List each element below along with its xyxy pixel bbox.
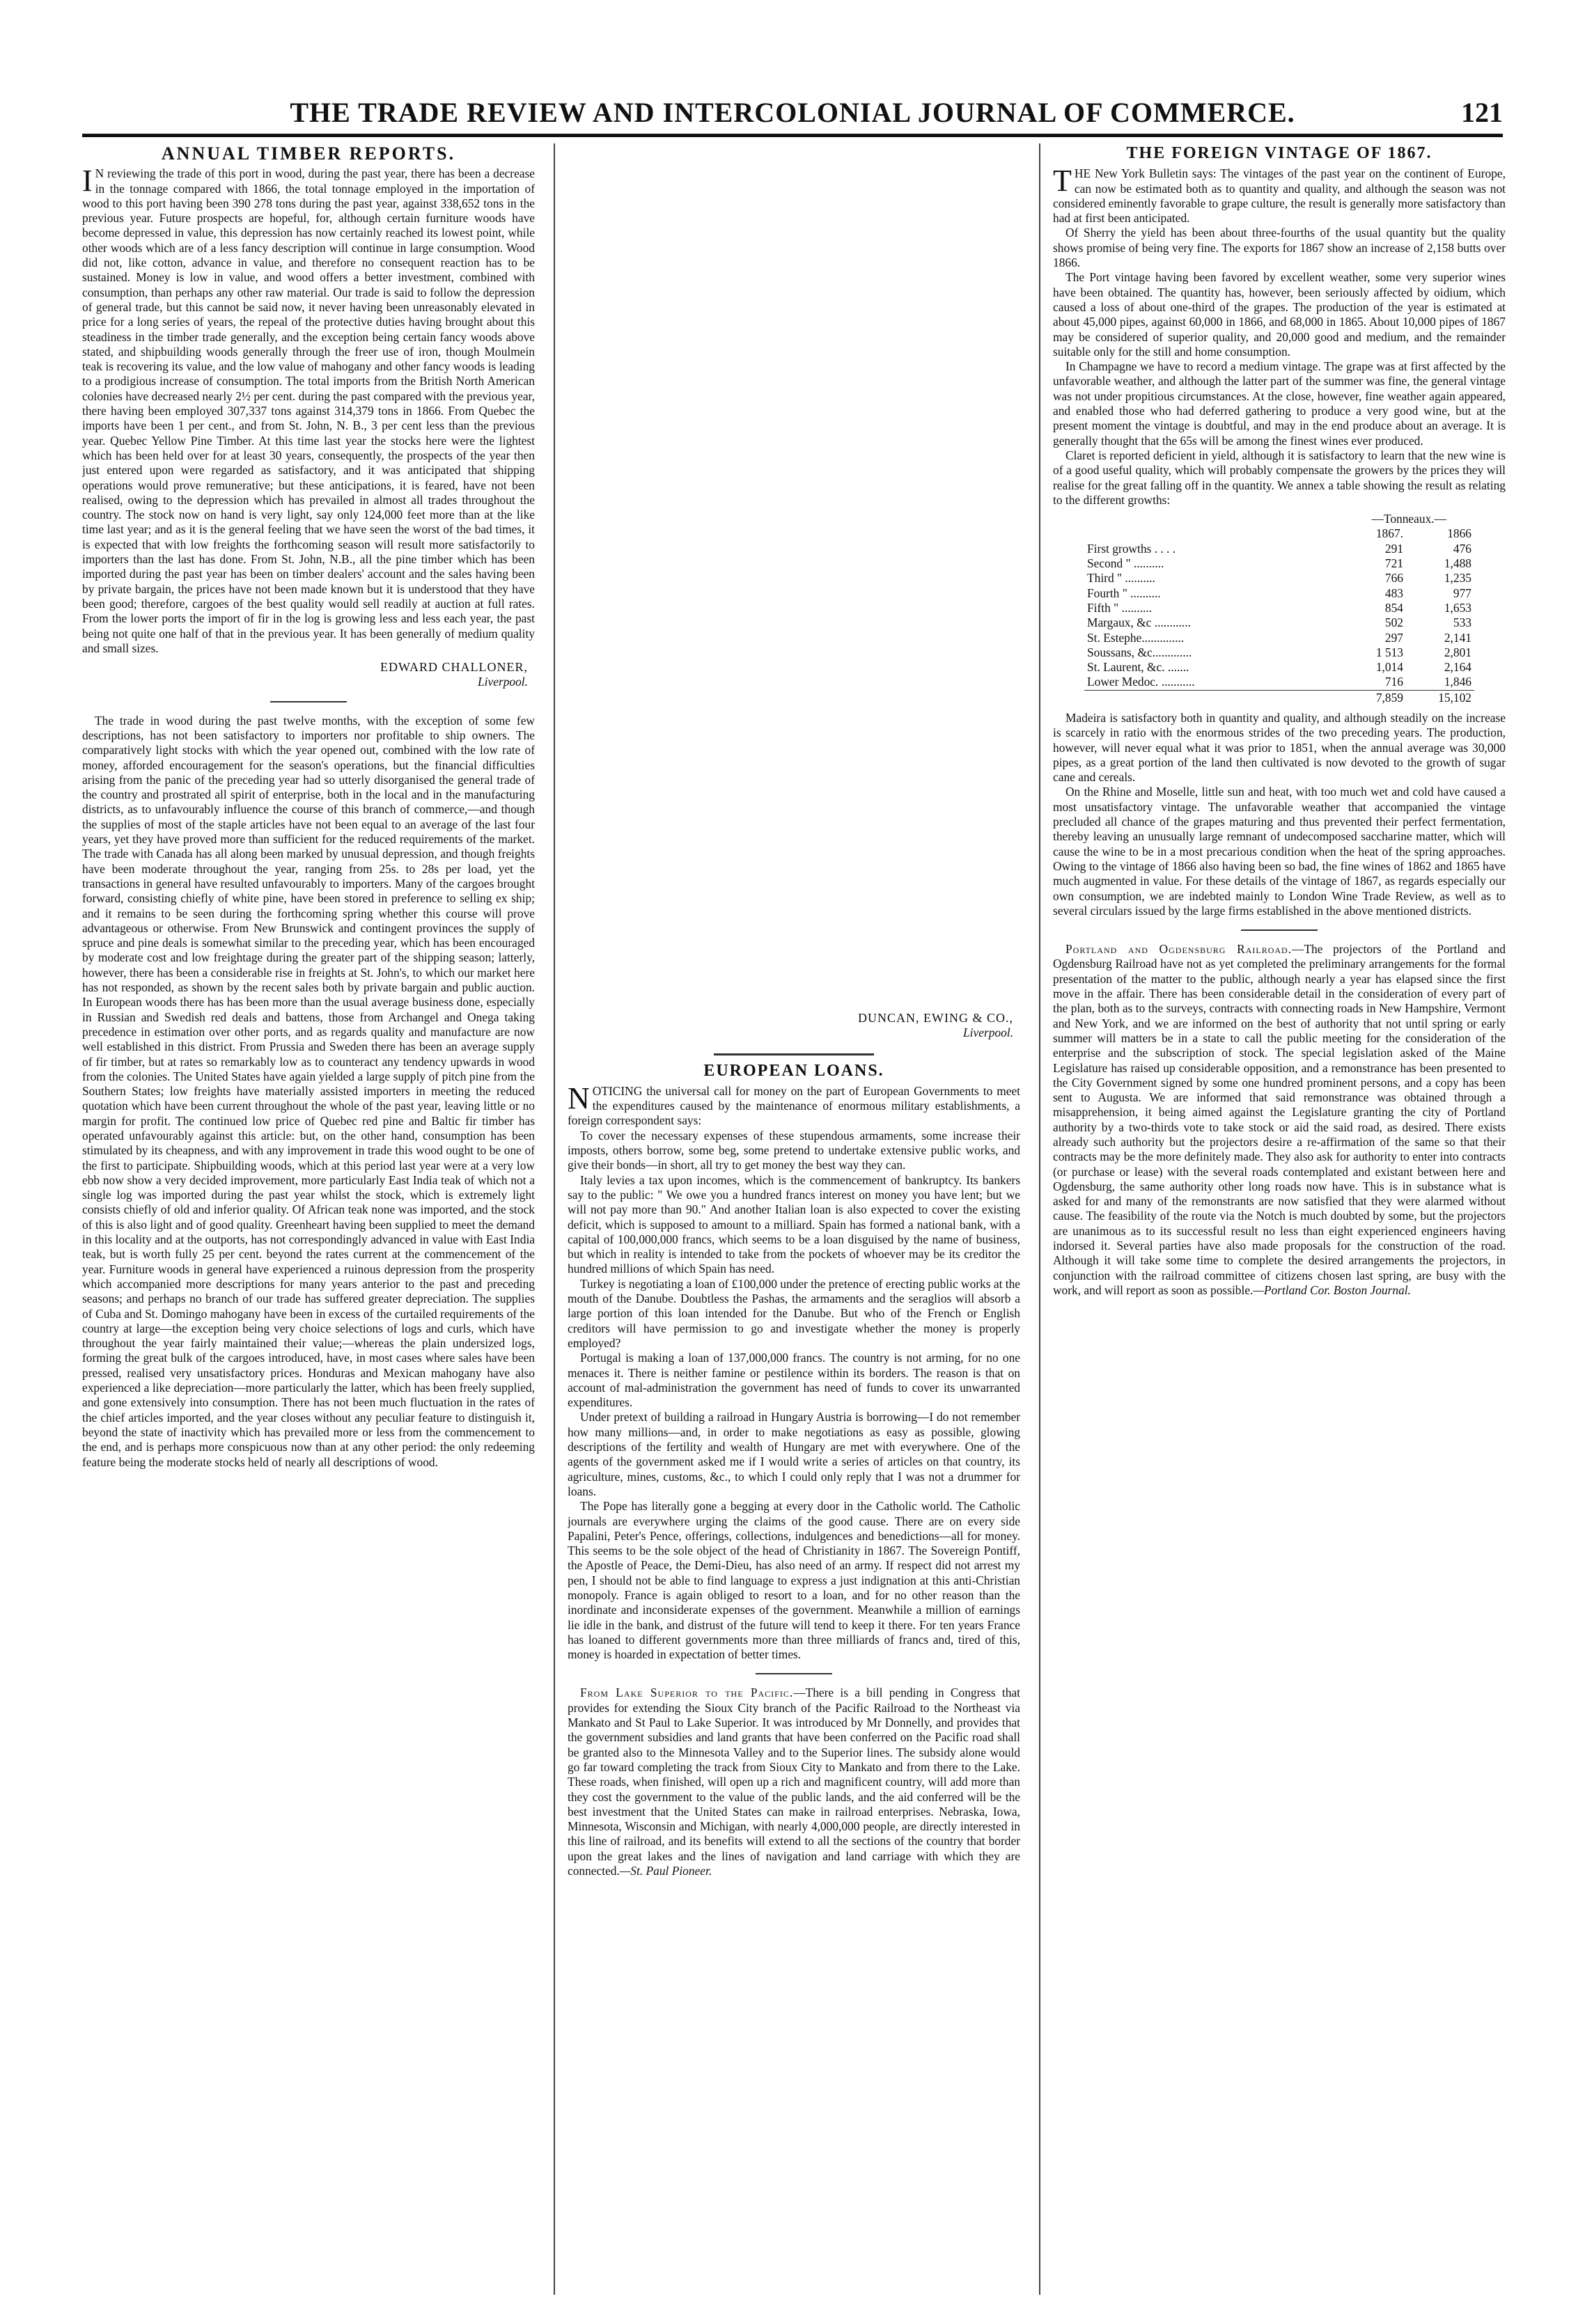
table-row-1866: 2,164 xyxy=(1444,660,1471,675)
table-unit-header: —Tonneaux.— xyxy=(1371,512,1446,526)
vintage-intro: THE New York Bulletin says: The vintages of the past year on the continent of Europe, can now be estimated both as to quantity and quality, and although the season was not considered eminently favorable to grape culture, the result is generally more satisfactory than had at first been anticipated. xyxy=(1053,164,1506,226)
portland-railroad-lead: Portland and Ogdensburg Railroad. xyxy=(1065,942,1293,957)
vintage-madeira: Madeira is satisfactory both in quantity and quality, and although steadily on the increase is scarcely in ratio with the enormous strides of the two preceding years. The production, however, will never equal what it was prior to 1851, when the annual average was 30,000 pipes, as a great portion of the land then cultivated is now devoted to the growth of sugar cane and cereals. xyxy=(1053,710,1506,785)
table-row xyxy=(1084,615,1474,630)
loans-austria: Under pretext of building a railroad in Hungary Austria is borrowing—I do not remember how many millions—and, in order to make negotiations as easy as possible, glowing descriptions of the fertility and wealth of Hungary are met with everywhere. One of the agents of the government asked me if I would write a series of articles on that country, its agriculture, mines, customs, &c., to which I could only reply that I was not a drummer for loans. xyxy=(568,1410,1020,1498)
loans-intro: NOTICING the universal call for money on the part of European Governments to meet the expenditures caused by the maintenance of enormous military establishments, a foreign correspondent says: xyxy=(568,1081,1020,1128)
vintage-sherry: Of Sherry the yield has been about three-fourths of the usual quantity but the quality shows promise of being very fine. The exports for 1867 show an increase of 2,158 butts over 1866. xyxy=(1053,226,1506,270)
table-row-1866: 1,235 xyxy=(1444,571,1471,586)
table-col-1866: 1866 xyxy=(1447,526,1471,541)
lake-superior-item xyxy=(568,1686,1020,1878)
table-row-label: Third " .......... xyxy=(1087,571,1155,586)
table-row-1867: 854 xyxy=(1384,600,1403,615)
signature-duncan-ewing-place: Liverpool. xyxy=(963,1026,1013,1040)
table-row-label: Fourth " .......... xyxy=(1087,586,1161,600)
table-row-1866: 2,141 xyxy=(1444,630,1471,645)
column-1 xyxy=(82,143,535,2295)
signature-duncan-ewing: DUNCAN, EWING & CO., xyxy=(858,1011,1013,1025)
european-loans-heading: EUROPEAN LOANS. xyxy=(703,1061,884,1080)
signature-challoner-place: Liverpool. xyxy=(478,675,528,689)
section-divider xyxy=(756,1673,832,1674)
table-row-label: Lower Medoc. ........... xyxy=(1087,675,1195,689)
column-rule-right xyxy=(1039,143,1040,2295)
table-row-label: Second " .......... xyxy=(1087,556,1164,571)
vintage-rhine-moselle: On the Rhine and Moselle, little sun and heat, with too much wet and cold have caused a most unsatisfactory vintage. The unfavorable weather that accompanied the vintage precluded all chance of the grapes maturing and thus prevented their perfect fermentation, thereby leaving an unusually large remnant of undecomposed saccharine matter, which will cause the wine to be in a most precarious condition when the heat of the spring approaches. Owing to the vintage of 1866 also having been so bad, the fine wines of 1862 and 1865 have much augmented in value. For these details of the vintage of 1867, as regards especially our own consumption, we are indebted mainly to London Wine Trade Review, as well as to several circulars issued by the large firms established in the above mentioned districts. xyxy=(1053,785,1506,918)
table-row-1867: 721 xyxy=(1384,556,1403,571)
lake-superior-lead: From Lake Superior to the Pacific. xyxy=(580,1686,794,1700)
table-row-1866: 2,801 xyxy=(1444,645,1471,659)
table-total-row xyxy=(1084,690,1474,705)
table-row-1866: 1,846 xyxy=(1444,675,1471,689)
table-row-1867: 291 xyxy=(1384,541,1403,556)
table-total-1867: 7,859 xyxy=(1338,690,1406,705)
lake-superior-text: —There is a bill pending in Congress that provides for extending the Sioux City branch of the Pacific Railroad to the Northeast via Mankato and St Paul to Lake Superior. It was introduced by Mr Donnelly, and provides that the government subsidies and land grants that have been conferred on the Pacific road shall be granted also to the Minnesota Valley and to the Superior lines. The subsidy alone would go far toward completing the track from Sioux City to Mankato and from there to the Lake. These roads, when finished, will open up a rich and magnificent country, will add more than they cost the government to the value of the public lands, and the aid conferred will be the best investment that the United States can make in railroad enterprises. Nebraska, Iowa, Minnesota, Wisconsin and Michigan, with nearly 4,000,000 people, are directly interested in this line of railroad, and its benefits will extend to all the sections of the country that border upon the great lakes and the lines of navigation and land carriage with which they are connected. xyxy=(568,1686,1020,1878)
timber-report-continued xyxy=(568,143,1020,1007)
section-divider xyxy=(1241,929,1318,931)
table-row xyxy=(1084,631,1474,645)
portland-railroad-source: —Portland Cor. Boston Journal. xyxy=(1253,1282,1411,1297)
table-row xyxy=(1084,660,1474,675)
table-row-1867: 766 xyxy=(1384,571,1403,586)
timber-report-duncan-ewing: The trade in wood during the past twelve months, with the exception of some few descriptions, has not been satisfactory to importers nor profitable to ship owners. The comparatively light stocks with which the year opened out, combined with the low rate of money, afforded encouragement for the season's operations, but the financial difficulties arising from the panic of the preceding year had so utterly disorganised the general trade of the country and prostrated all spirit of enterprise, both in the local and in the manufacturing districts, as to unfavourably influence the course of this branch of commerce,—and though the supplies of most of the staple articles have not been equal to an average of the last four years, yet they have proved more than sufficient for the reduced requirements of the market. The trade with Canada has all along been marked by unusual depression, and though freights have been moderate throughout the year, ranging from 25s. to 28s per load, yet the transactions in general have resulted unfavourably to importers. Many of the cargoes brought forward, consisting chiefly of white pine, have been stored in preference to selling ex ship; and it remains to be seen during the forthcoming spring whether this course will prove advantageous or otherwise. From New Brunswick and contingent provinces the supply of spruce and pine deals is somewhat similar to the preceding year, which has been encouraged by moderate cost and low freightage during the greater part of the shipping season; latterly, however, there has been a considerable rise in freights at St. John's, to which our market here has not responded, as shown by the recent sales both by private bargain and public auction. In European woods there has has been more than the usual average business done, especially in Russian and Swedish red deals and battens, those from Archangel and Onega taking precedence in estimation over other ports, and as regards quality and manufacture are now well established in this district. From Prussia and Sweden there has been an average supply of fir timber, but at rates so remarkably low as to counteract any tendency upwards in wood from the colonies. The United States have again yielded a large supply of pitch pine from the Southern States; low freights have materially assisted importers in meeting the reduced quotation which have been current throughout the whole of the past year, leaving little or no margin for profit. The continued low price of Quebec red pine and Baltic fir timber has operated unfavourably against this article: but, on the other hand, consumption has been stimulated by its cheapness, and with any improvement in trade this wood ought to be one of the first to participate. Shipbuilding woods, which at this period last year were at a very low ebb now show a very decided improvement, more particularly East India teak of which not a single log was imported during the past year whilst the stock, which is extremely light consists chiefly of old and inferior quality. Of African teak none was imported, and the stock of this is also light and of good quality. Greenheart having been supplied to meet the demand in this locality and at the outports, has not correspondingly advanced in value with East India teak, but is worth fully 25 per cent. beyond the rates current at the commencement of the year. Furniture woods in general have experienced a ruinous depression from the prosperity which accompanied more descriptions for many years anterior to the past and preceding seasons; and perhaps no branch of our trade has suffered greater depreciation. The supplies of Cuba and St. Domingo mahogany have been in excess of the curtailed requirements of the country at large—the exception being very choice selections of logs and curls, which have throughout the year fairly maintained their value;—whereas the plain undersized logs, forming the great bulk of the cargoes introduced, have, in most cases where sales have been pressed, realised very unsatisfactory prices. Honduras and Mexican mahogany have also experienced a like depreciation—more particularly the latter, which has been freely supplied, and gone extensively into consumption. There has not been much fluctuation in the rates of the chief articles imported, and the year closes without any peculiar feature to distinguish it, beyond the state of inactivity which has prevailed more or less from the commencement to the end, and is perhaps more conspicuous now than at any other period: the only redeeming feature being the moderate stocks held of nearly all descriptions of wood. xyxy=(82,713,535,1469)
loans-pope-france: The Pope has literally gone a begging at every door in the Catholic world. The Catholic journals are everywhere urging the claims of the good cause. There are on every side Papalini, Peter's Pence, offerings, collections, indulgences and benedictions—all for money. This seems to be the sole object of the head of Christianity in 1867. The Sovereign Pontiff, the Apostle of Peace, the Demi-Dieu, has also need of an army. If respect did not arrest my pen, I should not be able to find language to express a just indignation at this anti-Christian monopoly. France is again obliged to resort to a loan, and for no other reason than the inordinate and inconsiderate expenses of the government. Meanwhile a million of earnings lie idle in the bank, and distrust of the future will tend to keep it there. For ten years France has loaned to different governments more than three milliards of francs and, tired of this, money is hoarded in expectation of better times. xyxy=(568,1499,1020,1662)
table-row xyxy=(1084,601,1474,615)
loans-italy-spain: Italy levies a tax upon incomes, which is the commencement of bankruptcy. Its bankers say to the public: " We owe you a hundred francs interest on money you have lent; but we will not pay more than 90." And another Italian loan is also expected to cover the existing deficit, which is supposed to amount to a milliard. Spain has formed a national bank, with a capital of 100,000,000 francs, which seems to be a loan disguised by the name of business, but which in reality is intended to take from the pockets of whoever may be its creditor the hundred millions of which Spain has need. xyxy=(568,1172,1020,1276)
table-row-1866: 1,488 xyxy=(1444,556,1471,571)
vintage-champagne: In Champagne we have to record a medium vintage. The grape was at first affected by the unfavorable weather, and although the latter part of the summer was fine, the general vintage was not under propitious circumstances. At the close, however, fine weather again appeared, and enabled those who had deferred gathering to produce a very good wine, but at the present moment the vintage is doubtful, and may in the end produce about an average. It is generally thought that the 65s will be among the finest wines ever produced. xyxy=(1053,359,1506,448)
table-row-1867: 716 xyxy=(1384,675,1403,689)
column-3 xyxy=(1053,143,1506,2295)
table-row xyxy=(1084,556,1474,571)
table-row-1866: 476 xyxy=(1453,541,1471,556)
table-body xyxy=(1084,542,1474,690)
table-row xyxy=(1084,645,1474,660)
table-row-1866: 1,653 xyxy=(1444,600,1471,615)
table-row-label: First growths . . . . xyxy=(1087,541,1176,556)
masthead-title: THE TRADE REVIEW AND INTERCOLONIAL JOURNAL OF COMMERCE. xyxy=(290,97,1295,128)
column-2 xyxy=(568,143,1020,2295)
table-row-1866: 977 xyxy=(1453,586,1471,600)
table-total-1866: 15,102 xyxy=(1406,690,1474,705)
table-row-1866: 533 xyxy=(1453,615,1471,630)
table-row-label: Margaux, &c ............ xyxy=(1087,615,1191,630)
table-row xyxy=(1084,542,1474,556)
section-divider xyxy=(714,1053,874,1055)
table-row-1867: 297 xyxy=(1384,630,1403,645)
table-row xyxy=(1084,675,1474,690)
table-row-label: St. Laurent, &c. ....... xyxy=(1087,660,1189,675)
table-row xyxy=(1084,571,1474,586)
table-row xyxy=(1084,586,1474,601)
column-rule-left xyxy=(554,143,555,2295)
table-row-1867: 1,014 xyxy=(1375,660,1403,675)
timber-report-challoner: IN reviewing the trade of this port in wood, during the past year, there has been a decrease in the tonnage compared with 1866, the total tonnage employed in the importation of wood to this port having been 390 278 tons during the past year, against 338,652 tons in the previous year. Future prospects are hopeful, for, although certain furniture woods have become depressed in value, this depression has now certainly reached its lowest point, while other woods which are of a less fancy description will continue in large consumption. Wood did not, like cotton, advance in value, and therefore no consequent reaction has to be sustained. Money is low in value, and wood offers a better investment, combined with consumption, than perhaps any other raw material. Our trade is said to follow the depression of general trade, but this cannot be said now, it never having been unreasonably elevated in price for a long series of years, the repeal of the protective duties having brought about this steadiness in the timber trade generally, and the exception being certain fancy woods above stated, and shipbuilding woods generally through the freer use of iron, though Moulmein teak is recovering its value, and the low value of mahogany and other fancy woods is leading to a prodigious increase of consumption. The total imports from the British North American colonies have decreased nearly 2½ per cent. during the past compared with the previous year, there having been employed 307,337 tons against 314,379 tons in 1866. From Quebec the imports have been 1 per cent., and from St. John, N. B., 3 per cent less than the previous year. Quebec Yellow Pine Timber. At this time last year the stocks here were the lightest which has been held over for at least 30 years, consequently, the prospects of the year then just entered upon were regarded as satisfactory, and it was anticipated that shipping operations would prove remunerative; but these anticipations, it is feared, have not been realised, owing to the depression which has prevailed in almost all trades throughout the country. The stock now on hand is very light, say only 124,000 feet more than at the like time last year; and as it is the general feeling that we have seen the worst of the bad times, it is expected that with low freights the forthcoming season will result more satisfactorily to importers than the last has done. From St. John, N.B., all the pine timber which has been imported during the past year has been on timber dealers' account and the sales having been by private bargain, the prices have not been made known but it is understood that they have been good; therefore, cargoes of the best quality would sell readily at auction at full rates. From the lower ports the import of fir in the log is growing less and less each year, the past being not quite one half of that in the previous year. It has been generally of medium quality and small sizes. xyxy=(82,164,535,655)
table-row-label: Fifth " .......... xyxy=(1087,600,1153,615)
loans-armaments: To cover the necessary expenses of these stupendous armaments, some increase their imposts, others borrow, some beg, some pretend to undertake extensive public works, and give their bonds—in short, all try to get money the best way they can. xyxy=(568,1128,1020,1172)
table-col-1867: 1867. xyxy=(1375,526,1403,541)
vintage-claret: Claret is reported deficient in yield, although it is satisfactory to learn that the new wine is of a good useful quality, which will probably compensate the growers by the prices they will realise for the great falling off in the quantity. We annex a table showing the result as relating to the different growths: xyxy=(1053,448,1506,507)
masthead xyxy=(82,96,1503,137)
portland-railroad-item xyxy=(1053,942,1506,1298)
table-row-1867: 1 513 xyxy=(1375,645,1403,659)
lake-superior-source: —St. Paul Pioneer. xyxy=(619,1864,712,1878)
foreign-vintage-heading: THE FOREIGN VINTAGE OF 1867. xyxy=(1126,144,1432,162)
page-number: 121 xyxy=(1461,97,1503,128)
table-row-label: Soussans, &c............. xyxy=(1087,645,1192,659)
timber-reports-heading: ANNUAL TIMBER REPORTS. xyxy=(161,143,456,164)
signature-challoner: EDWARD CHALLONER, xyxy=(380,660,528,675)
table-row-1867: 502 xyxy=(1384,615,1403,630)
section-divider xyxy=(270,701,347,702)
vintage-port: The Port vintage having been favored by excellent weather, some very superior wines have been obtained. The quantity has, however, been seriously affected by oidium, which caused a loss of about one-third of the grapes. The production of the year is estimated at about 45,000 pipes, against 60,000 in 1866, and 68,000 in 1865. About 10,000 pipes of 1867 may be considered of superior quality, and 20,000 good and medium, and the remainder suitable only for the still and home consumption. xyxy=(1053,270,1506,359)
table-row-label: St. Estephe.............. xyxy=(1087,630,1185,645)
table-row-1867: 483 xyxy=(1384,586,1403,600)
claret-growths-table xyxy=(1084,512,1474,705)
portland-railroad-text: —The projectors of the Portland and Ogdensburg Railroad have not as yet completed the preliminary arrangements for the formal presentation of the matter to the public, although nearly a year has elapsed since the first move in the affair. There has been considerable detail in the consideration of every part of the plan, both as to the surveys, contracts with connecting roads in New Hampshire, Vermont and New York, and we are informed on the best of authority that not until spring or early summer will matters be in a state to call the public meeting for the consideration of the enterprise and the subscription of stock. The special legislation asked of the Maine Legislature has raised up considerable opposition, and a remonstrance has been presented to the City Government signed by some one hundred prominent persons, and a copy has been sent to Augusta. We are informed that said remonstrance was obtained through a misapprehension, it being aimed against the Legislature granting the city of Portland authority by a two-thirds vote to take stock or aid the said road, as desired. There exists already such authority but the projectors desire a re-affirmation of the same so that their contracts may be the more definitely made. They also ask for authority to enter into contracts (or purchase or lease) with the several roads contemplated and existant between here and Ogdensburg, the same authority other long roads now have. This is in substance what is asked for and many of the remonstrants are now satisfied that they were alarmed without cause. The feasibility of the route via the Notch is much doubted by some, but the projectors are unanimous as to its successful result no less than eight experienced engineers having indorsed it. Several parties have also made proposals for the construction of the road. Although it will take some time to complete the desired arrangements the projectors, in conjunction with the railroad committee of citizens chosen last spring, are busy with the work, and will report as soon as possible. xyxy=(1053,942,1506,1297)
loans-portugal: Portugal is making a loan of 137,000,000 francs. The country is not arming, for no one menaces it. There is neither famine or pestilence within its borders. The reason is that on account of mal-administration the government has need of funds to cover its unwarranted expenditures. xyxy=(568,1351,1020,1410)
loans-turkey: Turkey is negotiating a loan of £100,000 under the pretence of erecting public works at the mouth of the Danube. Doubtless the Pashas, the armaments and the seraglios will absorb a large portion of this loan intended for the Danube. But who of the French or English creditors will have permission to go and investigate whether the money is properly employed? xyxy=(568,1276,1020,1350)
